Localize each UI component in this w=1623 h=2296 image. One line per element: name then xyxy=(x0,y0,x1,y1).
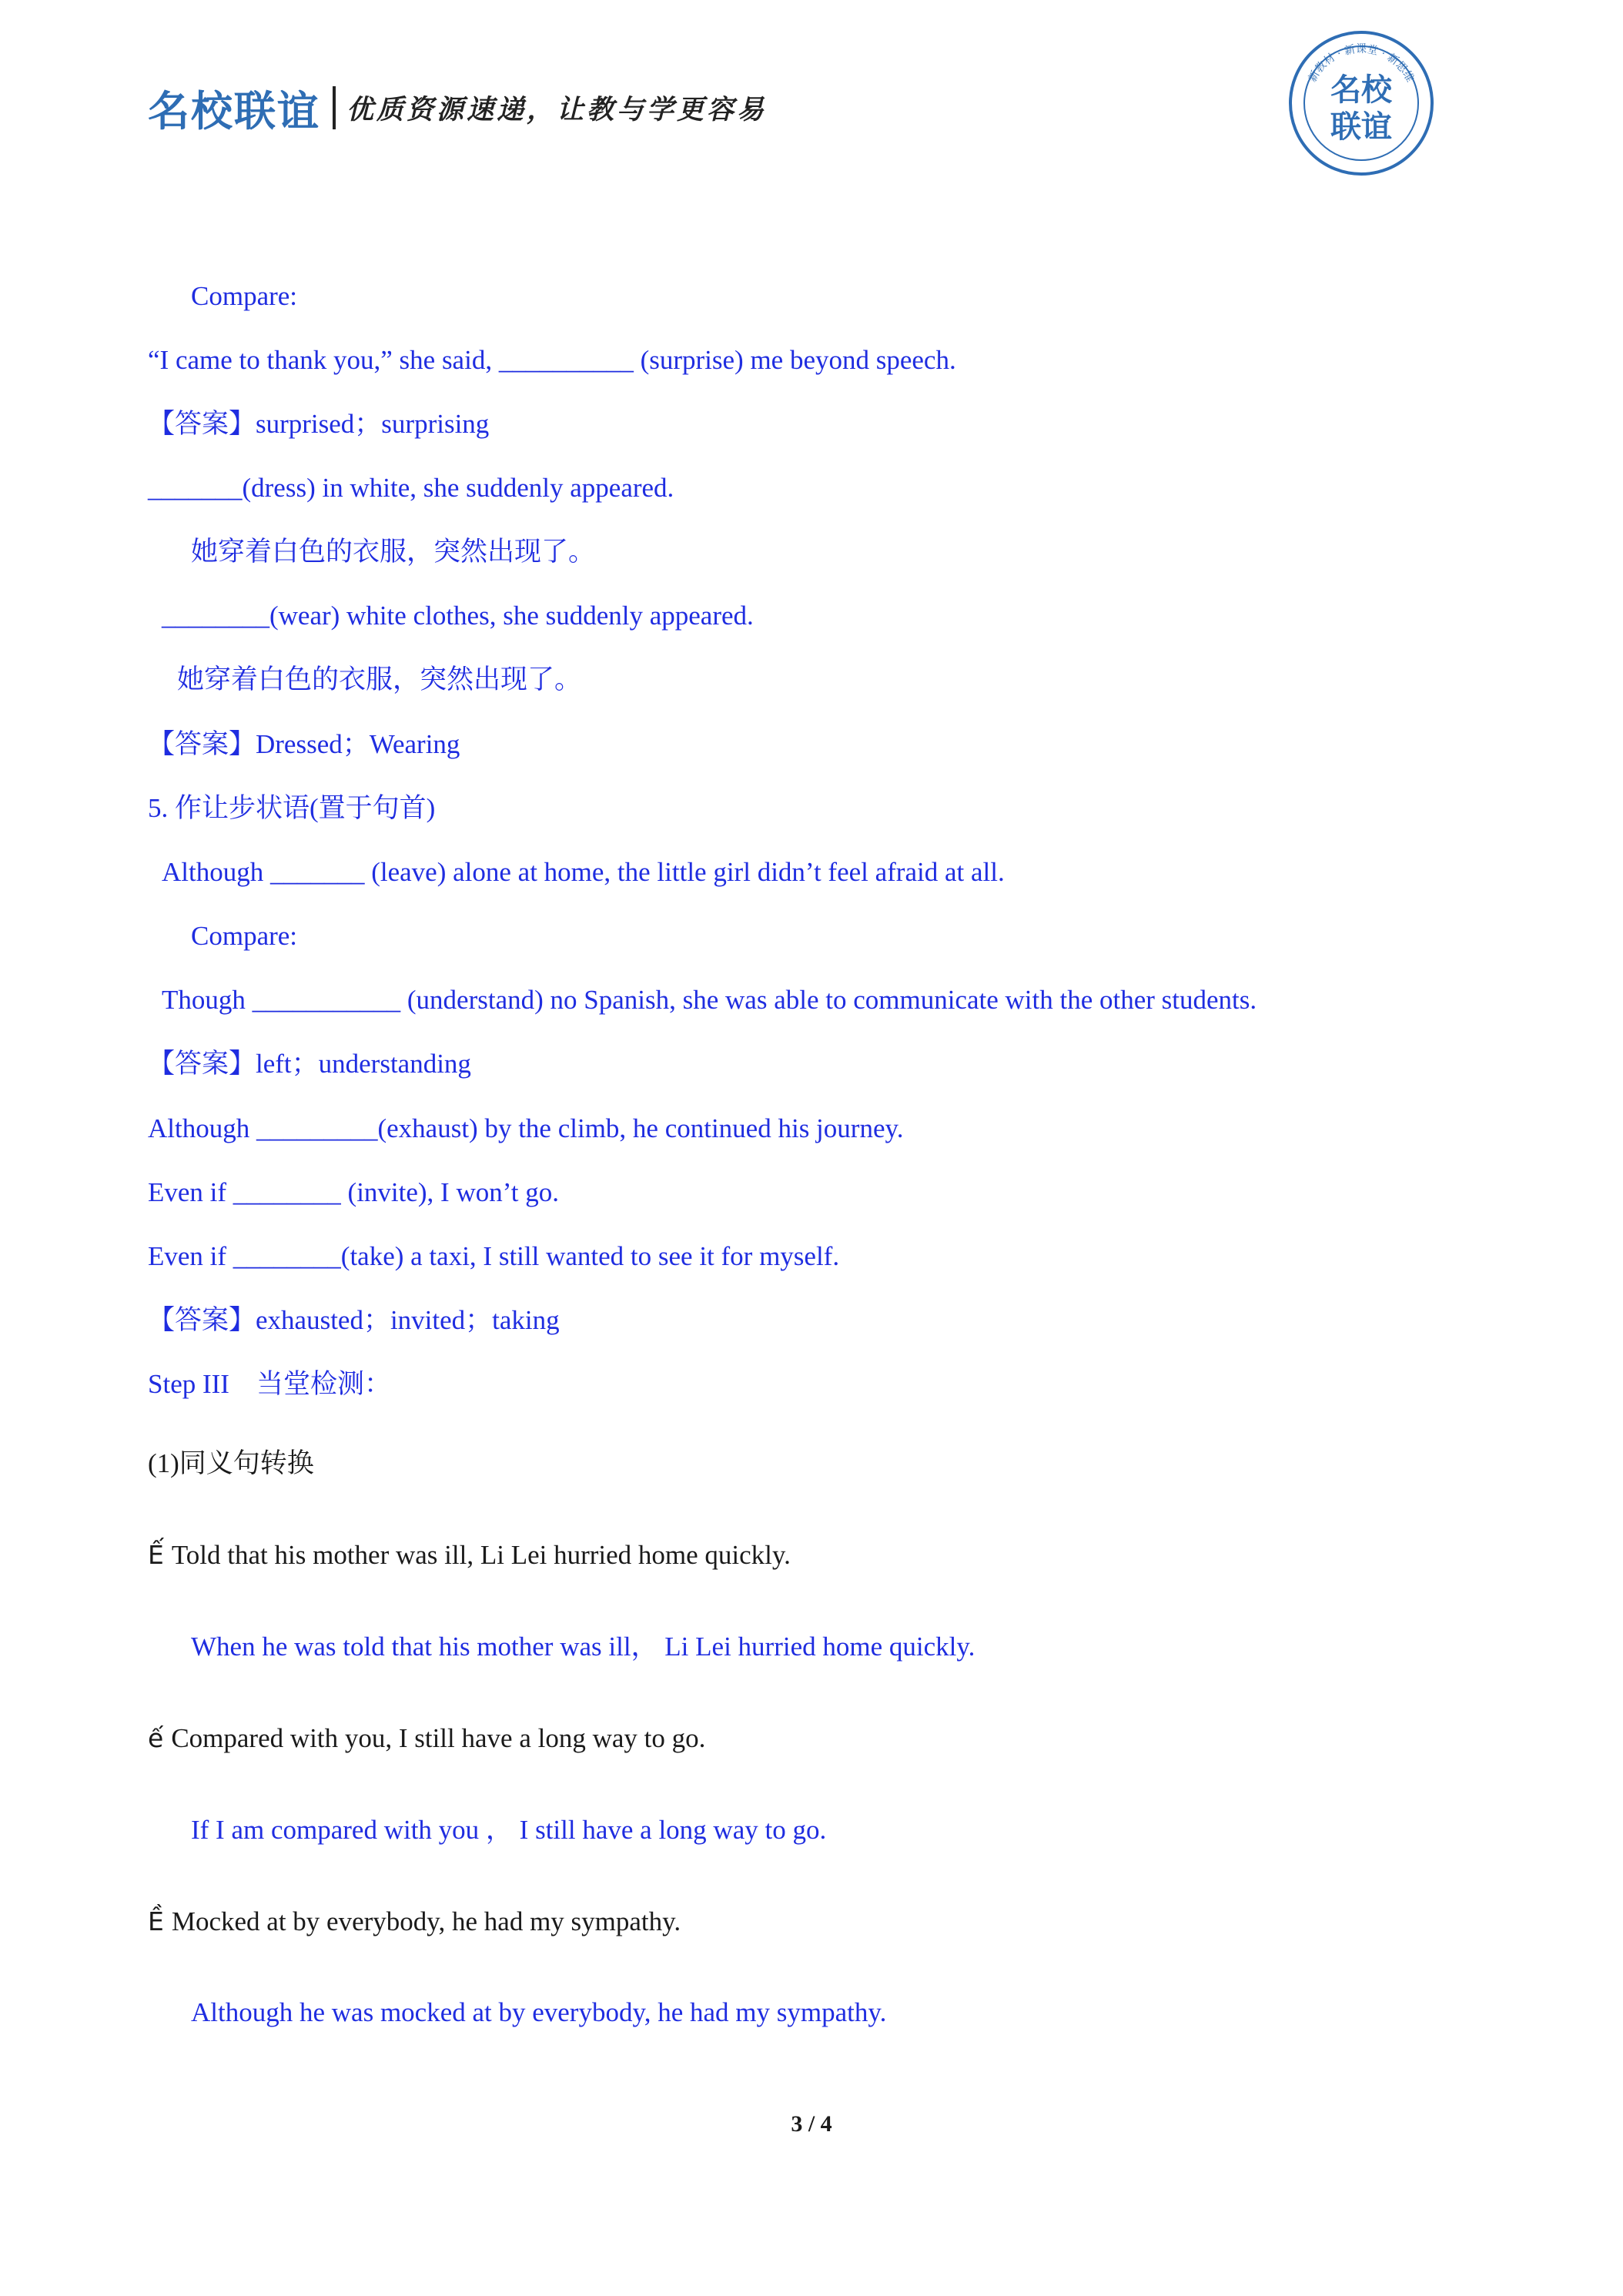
exercise-answer: Although he was mocked at by everybody, he had my sympathy. xyxy=(191,1997,887,2027)
question-leave: Although _______ (leave) alone at home, the little girl didn’t feel afraid at all. xyxy=(162,857,1005,887)
page-number: 3 / 4 xyxy=(791,2111,832,2137)
question-wear: ________(wear) white clothes, she suddenly appeared. xyxy=(162,601,754,631)
list-marker: Ề xyxy=(148,1906,164,1936)
exercise-item xyxy=(148,1538,791,1572)
compare-label: Compare: xyxy=(191,281,298,311)
question-take: Even if ________(take) a taxi, I still wanted to see it for myself. xyxy=(148,1241,840,1271)
list-marker: Ế xyxy=(148,1540,164,1570)
section-heading: 5. 作让步状语(置于句首) xyxy=(148,793,436,823)
exercise-text: Mocked at by everybody, he had my sympathy. xyxy=(171,1906,681,1936)
list-marker: ế xyxy=(148,1723,164,1753)
question-understand: Though ___________ (understand) no Spanish, she was able to communicate with the other students. xyxy=(162,985,1257,1015)
step-heading: Step III 当堂检测： xyxy=(148,1369,391,1399)
exercise-text: Told that his mother was ill, Li Lei hurried home quickly. xyxy=(171,1540,791,1570)
exercise-answer: If I am compared with you ， I still have a long way to go. xyxy=(191,1815,827,1845)
exercise-item xyxy=(148,1905,681,1939)
compare-label: Compare: xyxy=(191,921,298,951)
brand-name: 名校联谊 xyxy=(148,86,320,136)
seal-text-bottom: 联谊 xyxy=(1330,109,1392,145)
brand-slogan: 优质资源速递，让教与学更容易 xyxy=(346,95,768,126)
answer-line: 【答案】exhausted；invited；taking xyxy=(148,1305,560,1335)
answer-line: 【答案】left；understanding xyxy=(148,1049,471,1079)
seal-text-top: 名校 xyxy=(1330,72,1392,108)
exercise-text: Compared with you, I still have a long way to go. xyxy=(171,1723,706,1753)
chinese-translation: 她穿着白色的衣服，突然出现了。 xyxy=(191,537,596,567)
seal-logo xyxy=(1287,29,1435,177)
answer-line: 【答案】surprised；surprising xyxy=(148,409,490,439)
header-brand xyxy=(148,77,767,139)
question-exhaust: Although _________(exhaust) by the climb, he continued his journey. xyxy=(148,1113,904,1143)
subsection-heading: (1)同义句转换 xyxy=(148,1448,314,1478)
question-surprise: “I came to thank you,” she said, __________ (surprise) me beyond speech. xyxy=(148,345,956,375)
question-invite: Even if ________ (invite), I won’t go. xyxy=(148,1177,559,1207)
chinese-translation: 她穿着白色的衣服，突然出现了。 xyxy=(177,664,582,694)
exercise-item xyxy=(148,1722,705,1755)
brand-divider xyxy=(333,86,336,129)
seal-ring-text: 新教材 · 新课堂 · 新思维 xyxy=(1306,43,1417,85)
answer-line: 【答案】Dressed；Wearing xyxy=(148,729,460,759)
exercise-answer: When he was told that his mother was ill， Li Lei hurried home quickly. xyxy=(191,1632,975,1662)
question-dress: _______(dress) in white, she suddenly appeared. xyxy=(148,473,674,503)
